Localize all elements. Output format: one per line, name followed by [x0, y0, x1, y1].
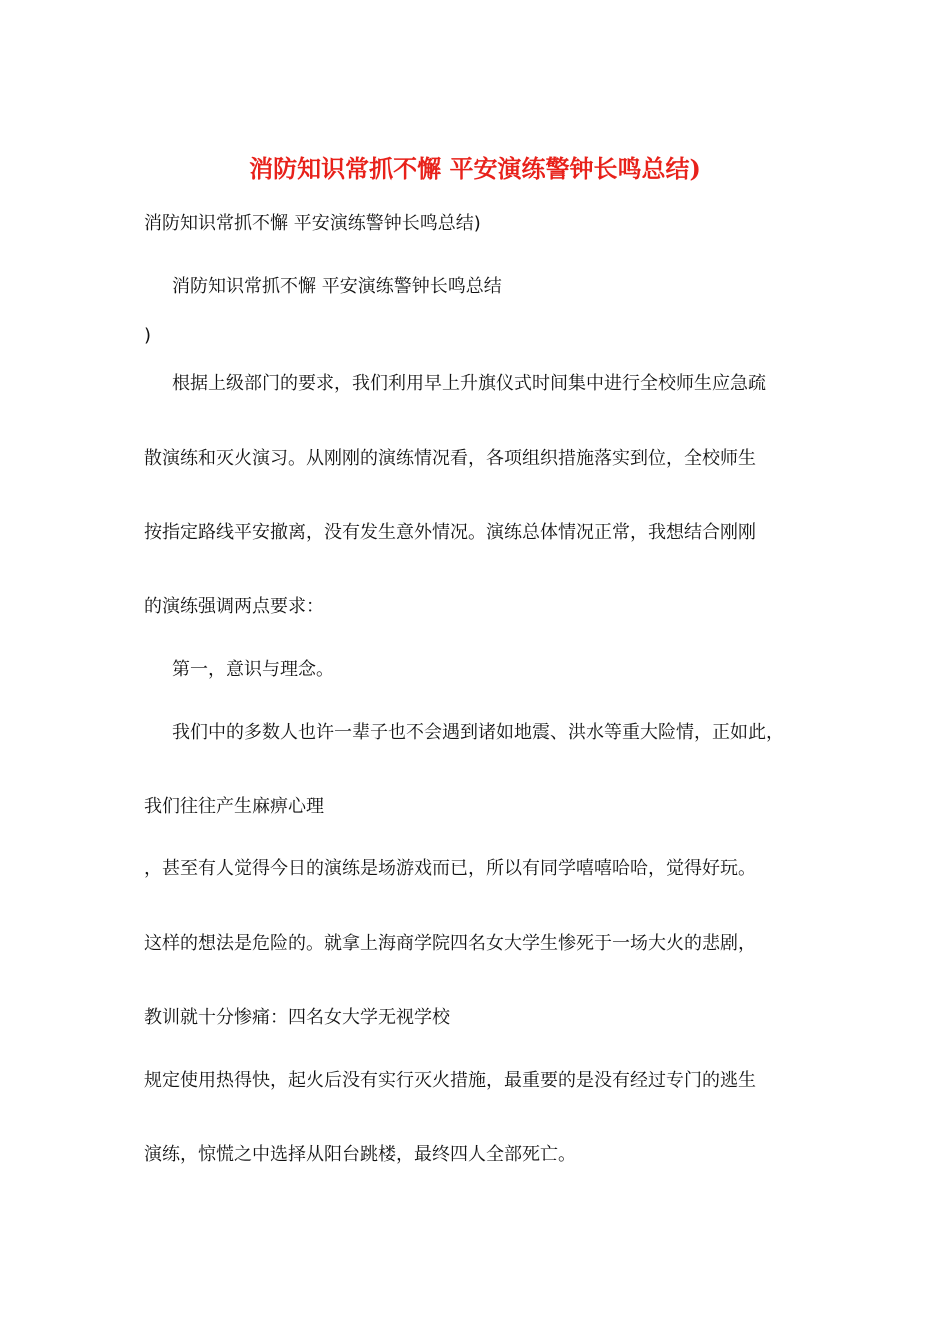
paragraph-line: 教训就十分惨痛：四名女大学无视学校 [144, 1007, 450, 1028]
paragraph-line-bracket: ) [144, 325, 152, 346]
paragraph-line: 演练，惊慌之中选择从阳台跳楼，最终四人全部死亡。 [144, 1144, 576, 1165]
paragraph-line-heading: 消防知识常抓不懈 平安演练警钟长鸣总结 [172, 276, 502, 297]
section-heading-first: 第一，意识与理念。 [172, 659, 334, 680]
subtitle-line: 消防知识常抓不懈 平安演练警钟长鸣总结) [144, 213, 481, 234]
paragraph-line: 根据上级部门的要求，我们利用早上升旗仪式时间集中进行全校师生应急疏 [172, 373, 766, 394]
paragraph-line: 这样的想法是危险的。就拿上海商学院四名女大学生惨死于一场大火的悲剧， [144, 933, 756, 954]
paragraph-line: 散演练和灭火演习。从刚刚的演练情况看，各项组织措施落实到位，全校师生 [144, 448, 756, 469]
paragraph-line: 按指定路线平安撤离，没有发生意外情况。演练总体情况正常，我想结合刚刚 [144, 522, 756, 543]
paragraph-line: ，甚至有人觉得今日的演练是场游戏而已，所以有同学嘻嘻哈哈，觉得好玩。 [144, 858, 756, 879]
paragraph-line: 我们往往产生麻痹心理 [144, 796, 324, 817]
paragraph-line: 我们中的多数人也许一辈子也不会遇到诸如地震、洪水等重大险情，正如此， [172, 722, 784, 743]
paragraph-line: 的演练强调两点要求： [144, 596, 324, 617]
paragraph-line: 规定使用热得快，起火后没有实行灭火措施，最重要的是没有经过专门的逃生 [144, 1070, 756, 1091]
document-title: 消防知识常抓不懈 平安演练警钟长鸣总结) [249, 154, 701, 183]
